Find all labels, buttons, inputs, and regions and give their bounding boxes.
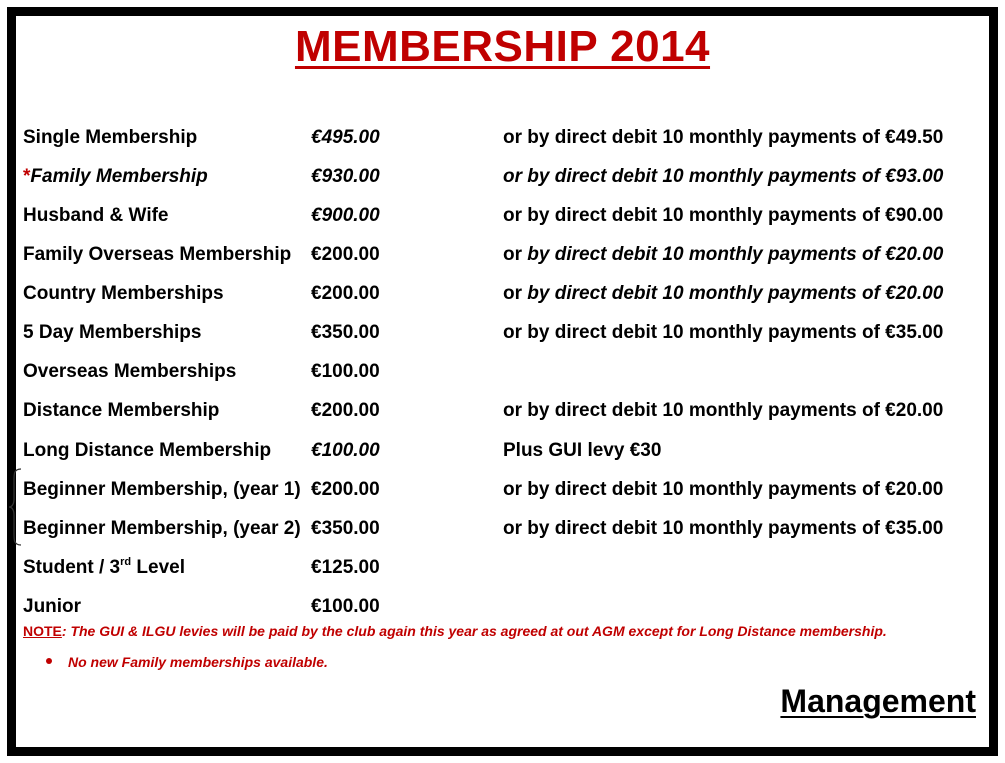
signature-management: Management (780, 683, 976, 719)
membership-name: Beginner Membership, (year 1) (23, 479, 301, 500)
membership-payment-note (503, 244, 943, 266)
membership-row (0, 205, 1005, 235)
membership-row (0, 479, 1005, 509)
membership-payment-note: Plus GUI levy €30 (503, 440, 662, 461)
footnote (23, 623, 887, 639)
membership-name: Distance Membership (23, 400, 220, 421)
membership-price: €350.00 (311, 518, 380, 539)
membership-price: €900.00 (311, 205, 380, 226)
membership-payment-note: or by direct debit 10 monthly payments of €49.50 (503, 127, 944, 148)
membership-row (0, 322, 1005, 352)
membership-payment-note: or by direct debit 10 monthly payments of €20.00 (503, 400, 944, 421)
note-text: by direct debit 10 monthly payments of €20.00 (527, 244, 944, 265)
membership-price: €495.00 (311, 127, 380, 148)
membership-price: €100.00 (311, 440, 380, 461)
membership-price: €930.00 (311, 166, 380, 187)
membership-payment-note: or by direct debit 10 monthly payments of €20.00 (503, 479, 944, 500)
name-suffix: Level (131, 557, 185, 578)
membership-row (0, 244, 1005, 274)
membership-row (0, 127, 1005, 157)
membership-price: €350.00 (311, 322, 380, 343)
membership-row (0, 596, 1005, 626)
membership-row (0, 400, 1005, 430)
membership-row (0, 166, 1005, 196)
membership-payment-note: or by direct debit 10 monthly payments of €90.00 (503, 205, 944, 226)
membership-price: €200.00 (311, 244, 380, 265)
note-text: by direct debit 10 monthly payments of €20.00 (527, 283, 944, 304)
footnote-label: NOTE (23, 623, 62, 639)
membership-row (0, 283, 1005, 313)
membership-name: 5 Day Memberships (23, 322, 202, 343)
page-title: MEMBERSHIP 2014 (294, 22, 711, 71)
footnote-text: : The GUI & ILGU levies will be paid by the club again this year as agreed at out AGM except for Long Distance membership. (61, 623, 887, 639)
membership-payment-note: or by direct debit 10 monthly payments of €35.00 (503, 518, 944, 539)
name-superscript: rd (120, 556, 132, 568)
membership-name (23, 557, 185, 579)
bullet-icon (46, 658, 52, 664)
membership-name: Single Membership (23, 127, 198, 148)
note-prefix: or (503, 244, 522, 265)
membership-name: Beginner Membership, (year 2) (23, 518, 301, 539)
note-prefix: or (503, 283, 522, 304)
membership-price: €100.00 (311, 596, 380, 617)
asterisk-marker: * (23, 166, 31, 187)
bullet-item (46, 654, 328, 670)
membership-price: €200.00 (311, 479, 380, 500)
bullet-text: No new Family memberships available. (68, 654, 328, 670)
membership-name: Long Distance Membership (23, 440, 272, 461)
membership-payment-note: or by direct debit 10 monthly payments of €35.00 (503, 322, 944, 343)
membership-price: €200.00 (311, 283, 380, 304)
name-prefix: Student / 3 (23, 557, 121, 578)
membership-name-text: Family Membership (30, 166, 208, 187)
membership-row (0, 440, 1005, 470)
membership-price: €200.00 (311, 400, 380, 421)
membership-price: €100.00 (311, 361, 380, 382)
membership-payment-note (503, 283, 943, 305)
membership-name: Junior (23, 596, 82, 617)
membership-name: Husband & Wife (23, 205, 169, 226)
membership-name: Family Overseas Membership (23, 244, 292, 265)
membership-row (0, 557, 1005, 587)
membership-row (0, 518, 1005, 548)
membership-name: Country Memberships (23, 283, 224, 304)
membership-row (0, 361, 1005, 391)
membership-name: Overseas Memberships (23, 361, 237, 382)
curly-brace-icon (8, 467, 22, 547)
membership-price: €125.00 (311, 557, 380, 578)
membership-name (23, 166, 208, 188)
membership-payment-note: or by direct debit 10 monthly payments of €93.00 (503, 166, 944, 187)
